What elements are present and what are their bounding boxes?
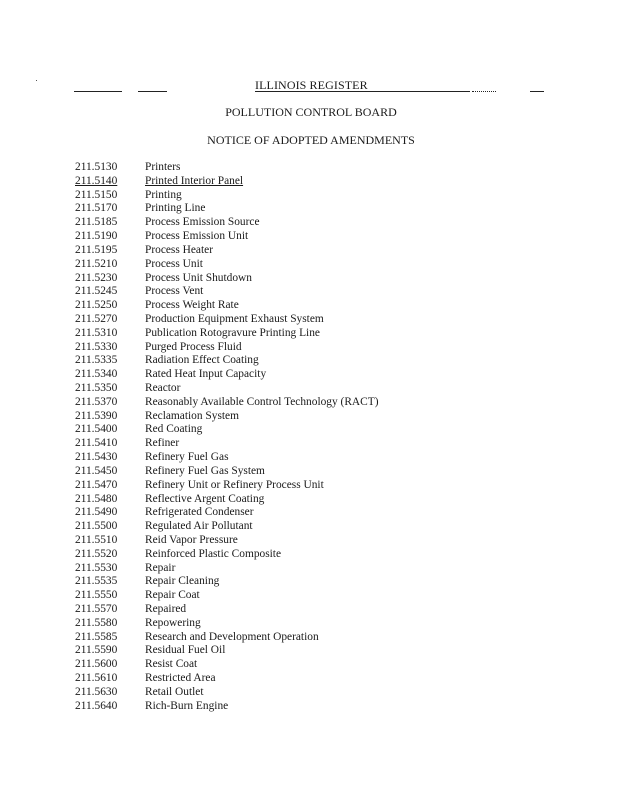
- header-rule-mid: [472, 91, 496, 92]
- definition-term: Refinery Fuel Gas System: [145, 464, 265, 477]
- section-number: 211.5330: [75, 340, 118, 353]
- definition-term: Restricted Area: [145, 672, 216, 685]
- definition-term: Repair: [145, 561, 176, 574]
- section-number: 211.5520: [75, 547, 118, 560]
- definition-term: Reasonably Available Control Technology (RACT): [145, 395, 379, 408]
- section-number: 211.5245: [75, 285, 118, 298]
- definition-row: [75, 465, 379, 479]
- definition-row: [75, 658, 379, 672]
- definitions-list: [75, 161, 379, 714]
- definition-row: [75, 313, 379, 327]
- section-number: 211.5190: [75, 230, 118, 243]
- definition-term: Process Unit Shutdown: [145, 271, 252, 284]
- definition-row: [75, 244, 379, 258]
- definition-term: Process Vent: [145, 285, 204, 298]
- section-number: 211.5140: [75, 174, 118, 187]
- section-number: 211.5470: [75, 478, 118, 491]
- definition-term: Reclamation System: [145, 409, 239, 422]
- definition-row: [75, 354, 379, 368]
- definition-term: Rated Heat Input Capacity: [145, 368, 267, 381]
- section-number: 211.5340: [75, 368, 118, 381]
- definition-row: [75, 396, 379, 410]
- section-number: 211.5310: [75, 326, 118, 339]
- section-number: 211.5195: [75, 243, 118, 256]
- section-number: 211.5335: [75, 354, 118, 367]
- definition-row: [75, 341, 379, 355]
- header-rule-left: [74, 91, 122, 92]
- section-number: 211.5535: [75, 575, 118, 588]
- definition-row: [75, 644, 379, 658]
- section-number: 211.5585: [75, 630, 118, 643]
- definition-term: Printed Interior Panel: [145, 174, 244, 187]
- section-number: 211.5600: [75, 658, 118, 671]
- definition-term: Purged Process Fluid: [145, 340, 242, 353]
- definition-row: [75, 175, 379, 189]
- definition-term: Reflective Argent Coating: [145, 492, 265, 505]
- section-number: 211.5250: [75, 299, 118, 312]
- definition-row: [75, 631, 379, 645]
- definition-term: Process Heater: [145, 243, 213, 256]
- scan-speck: [36, 80, 37, 81]
- definition-row: [75, 285, 379, 299]
- section-number: 211.5130: [75, 161, 118, 173]
- definition-row: [75, 575, 379, 589]
- definition-row: [75, 603, 379, 617]
- definition-row: [75, 506, 379, 520]
- section-number: 211.5230: [75, 271, 118, 284]
- definition-term: Refinery Unit or Refinery Process Unit: [145, 478, 324, 491]
- definition-term: Research and Development Operation: [145, 630, 319, 643]
- section-number: 211.5150: [75, 188, 118, 201]
- section-number: 211.5630: [75, 685, 118, 698]
- definition-row: [75, 520, 379, 534]
- section-number: 211.5410: [75, 437, 118, 450]
- definition-term: Refrigerated Condenser: [145, 506, 254, 519]
- definition-row: [75, 589, 379, 603]
- definition-term: Repair Coat: [145, 589, 200, 602]
- section-number: 211.5570: [75, 603, 118, 615]
- section-number: 211.5350: [75, 382, 118, 394]
- definition-row: [75, 534, 379, 548]
- definition-term: Process Weight Rate: [145, 299, 239, 312]
- section-number: 211.5430: [75, 451, 118, 464]
- section-number: 211.5450: [75, 464, 118, 477]
- definition-term: Resist Coat: [145, 658, 198, 671]
- definition-term: Repair Cleaning: [145, 575, 220, 588]
- definition-term: Residual Fuel Oil: [145, 644, 226, 657]
- definition-row: [75, 202, 379, 216]
- definition-row: [75, 382, 379, 396]
- definition-row: [75, 479, 379, 493]
- definition-term: Regulated Air Pollutant: [145, 520, 253, 533]
- section-number: 211.5185: [75, 216, 118, 229]
- definition-term: Refiner: [145, 437, 180, 450]
- section-number: 211.5530: [75, 561, 118, 574]
- section-number: 211.5550: [75, 589, 118, 602]
- definition-row: [75, 686, 379, 700]
- definition-term: Publication Rotogravure Printing Line: [145, 326, 320, 339]
- section-number: 211.5210: [75, 257, 118, 270]
- definition-term: Process Unit: [145, 257, 203, 270]
- definition-row: [75, 548, 379, 562]
- section-number: 211.5610: [75, 672, 118, 685]
- definition-row: [75, 410, 379, 424]
- definition-row: [75, 423, 379, 437]
- section-number: 211.5390: [75, 409, 118, 422]
- section-number: 211.5640: [75, 699, 118, 712]
- section-number: 211.5590: [75, 644, 118, 657]
- section-number: 211.5400: [75, 423, 118, 436]
- definition-term: Repowering: [145, 616, 201, 629]
- definition-row: [75, 272, 379, 286]
- register-title: ILLINOIS REGISTER: [255, 78, 368, 92]
- section-number: 211.5580: [75, 616, 118, 629]
- board-heading: POLLUTION CONTROL BOARD: [225, 105, 397, 119]
- definition-row: [75, 327, 379, 341]
- definition-term: Process Emission Unit: [145, 230, 249, 243]
- definition-row: [75, 617, 379, 631]
- definition-row: [75, 493, 379, 507]
- definition-term: Printing: [145, 188, 182, 201]
- section-number: 211.5270: [75, 312, 118, 325]
- header-rule-right: [530, 91, 544, 92]
- definition-row: [75, 161, 379, 175]
- section-number: 211.5490: [75, 506, 118, 519]
- section-number: 211.5370: [75, 395, 118, 408]
- definition-row: [75, 258, 379, 272]
- section-number: 211.5170: [75, 202, 118, 215]
- definition-term: Refinery Fuel Gas: [145, 451, 229, 464]
- definition-term: Production Equipment Exhaust System: [145, 312, 324, 325]
- definition-term: Radiation Effect Coating: [145, 354, 259, 367]
- definition-row: [75, 700, 379, 714]
- section-number: 211.5500: [75, 520, 118, 533]
- definition-row: [75, 368, 379, 382]
- section-number: 211.5480: [75, 492, 118, 505]
- header-rule-left-short: [138, 91, 167, 92]
- definition-term: Printers: [145, 161, 181, 173]
- notice-heading: NOTICE OF ADOPTED AMENDMENTS: [207, 133, 415, 147]
- definition-term: Reinforced Plastic Composite: [145, 547, 282, 560]
- definition-term: Rich-Burn Engine: [145, 699, 229, 712]
- definition-term: Process Emission Source: [145, 216, 260, 229]
- definition-row: [75, 437, 379, 451]
- definition-term: Printing Line: [145, 202, 206, 215]
- definition-term: Reid Vapor Pressure: [145, 533, 238, 546]
- definition-term: Reactor: [145, 382, 181, 394]
- definition-term: Retail Outlet: [145, 685, 204, 698]
- section-number: 211.5510: [75, 533, 118, 546]
- definition-term: Repaired: [145, 603, 187, 615]
- definition-row: [75, 189, 379, 203]
- definition-row: [75, 216, 379, 230]
- definition-row: [75, 230, 379, 244]
- definition-row: [75, 562, 379, 576]
- definition-row: [75, 672, 379, 686]
- definition-row: [75, 451, 379, 465]
- definition-term: Red Coating: [145, 423, 203, 436]
- definition-row: [75, 299, 379, 313]
